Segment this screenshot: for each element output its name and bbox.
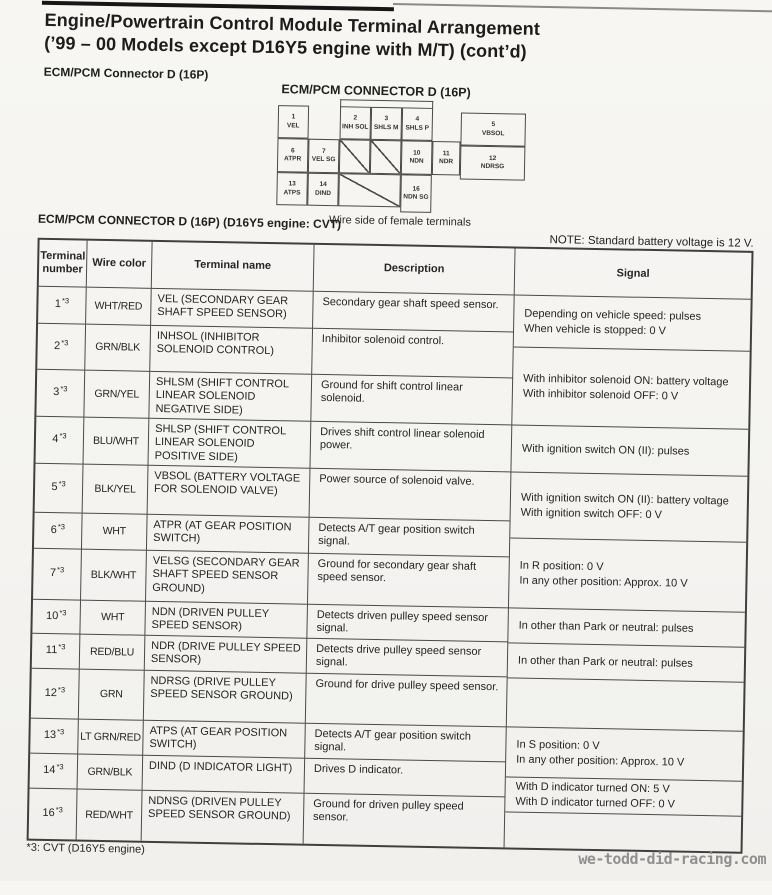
pin-16: 16 NDN SG bbox=[400, 174, 432, 213]
pin-1: 1 VEL bbox=[278, 105, 310, 139]
wire-color-cell: WHT bbox=[82, 514, 148, 551]
pin-13: 13 ATPS bbox=[276, 172, 308, 206]
terminal-name-cell: ATPR (AT GEAR POSITION SWITCH) bbox=[147, 515, 310, 554]
wire-color-cell: BLU/WHT bbox=[84, 418, 150, 466]
wire-color-cell: LT GRN/RED bbox=[78, 720, 144, 756]
pin-14: 14 DIND bbox=[307, 173, 339, 207]
page-title-line1: Engine/Powertrain Control Module Terminal Arrangement bbox=[44, 9, 541, 39]
terminal-name-cell: VEL (SECONDARY GEAR SHAFT SPEED SENSOR) bbox=[151, 289, 314, 329]
description-cell: Drives shift control linear solenoid power. bbox=[310, 422, 512, 473]
page-title bbox=[44, 9, 725, 68]
terminal-number-cell: 10 *3 bbox=[32, 600, 81, 635]
terminal-name-cell: NDN (DRIVEN PULLEY SPEED SENSOR) bbox=[145, 602, 308, 639]
terminal-number-cell: 6 *3 bbox=[34, 513, 83, 550]
signal-cell: In R position: 0 V In any other position: Approx. 10 V bbox=[509, 538, 746, 612]
signal-cell: In S position: 0 V In any other position: Approx. 10 V bbox=[506, 727, 743, 781]
terminal-number-cell: 16 *3 bbox=[29, 789, 78, 840]
description-cell: Ground for drive pulley speed sensor. bbox=[306, 674, 508, 728]
pin-11: 11 NDR bbox=[432, 141, 461, 176]
connector-heading: ECM/PCM CONNECTOR D (16P) bbox=[281, 82, 471, 100]
connector-blank-cell bbox=[370, 140, 402, 175]
terminals-table-left-columns bbox=[29, 240, 516, 848]
pin-10: 10 NDN bbox=[401, 140, 433, 175]
footnote-mark: *3 bbox=[61, 338, 69, 348]
wire-color-cell: GRN/BLK bbox=[85, 325, 151, 372]
connector-blank-cell bbox=[338, 173, 401, 207]
page-subtitle: ECM/PCM Connector D (16P) bbox=[43, 64, 209, 82]
terminal-number-cell: 1 *3 bbox=[38, 287, 87, 325]
col-header-terminal-number: Terminal number bbox=[39, 240, 88, 288]
signal-cells bbox=[505, 295, 751, 851]
signal-cell: Depending on vehicle speed: pulses When vehicle is stopped: 0 V bbox=[514, 295, 751, 351]
connector-caption: Wire side of female terminals bbox=[328, 214, 472, 229]
wire-color-cell: WHT/RED bbox=[86, 288, 152, 326]
table-section-heading: ECM/PCM CONNECTOR D (16P) (D16Y5 engine: CVT) bbox=[37, 211, 342, 232]
wire-color-cell: GRN/YEL bbox=[84, 371, 150, 419]
col-header-terminal-name: Terminal name bbox=[152, 242, 315, 292]
table-footnote: *3: CVT (D16Y5 engine) bbox=[26, 841, 145, 856]
footnote-mark: *3 bbox=[60, 384, 68, 394]
wire-color-cell: RED/WHT bbox=[77, 790, 143, 841]
terminal-name-cell: ATPS (AT GEAR POSITION SWITCH) bbox=[143, 721, 306, 759]
wire-color-cell: RED/BLU bbox=[80, 635, 146, 671]
footnote-mark: *3 bbox=[59, 431, 67, 441]
pin-3: 3 SHLS M bbox=[371, 107, 403, 141]
wire-color-cell: GRN bbox=[79, 670, 145, 721]
watermark: we-todd-did-racing.com bbox=[578, 850, 766, 868]
terminal-number-cell: 5 *3 bbox=[35, 464, 84, 514]
signal-cell bbox=[505, 812, 742, 851]
signal-cell bbox=[507, 678, 744, 731]
description-cell: Power source of solenoid valve. bbox=[310, 469, 512, 522]
connector-diagram bbox=[276, 96, 526, 233]
description-cell: Secondary gear shaft speed sensor. bbox=[313, 292, 515, 333]
description-cell: Drives D indicator. bbox=[305, 759, 507, 798]
signal-cell: With inhibitor solenoid ON: battery voltage With inhibitor solenoid OFF: 0 V bbox=[512, 347, 749, 429]
wire-color-cell: BLK/YEL bbox=[83, 465, 149, 515]
footnote-mark: *3 bbox=[56, 565, 65, 575]
pin-2: 2 INH SOL bbox=[340, 106, 372, 140]
page-title-line2: (’99 – 00 Models except D16Y5 engine with M/T) (cont’d) bbox=[44, 33, 527, 63]
terminal-name-cell: INHSOL (INHIBITOR SOLENOID CONTROL) bbox=[150, 326, 313, 375]
description-cell: Ground for secondary gear shaft speed sensor. bbox=[308, 554, 510, 609]
battery-voltage-note: NOTE: Standard battery voltage is 12 V. bbox=[549, 234, 754, 250]
signal-cell: With ignition switch ON (II): pulses bbox=[511, 425, 748, 476]
footnote-mark: *3 bbox=[59, 608, 67, 618]
pin-4: 4 SHLS P bbox=[401, 107, 433, 141]
footnote-mark: *3 bbox=[57, 685, 66, 695]
terminal-number-cell: 2 *3 bbox=[37, 324, 86, 371]
pin-7: 7 VEL SG bbox=[308, 139, 340, 174]
terminal-name-cell: DIND (D INDICATOR LIGHT) bbox=[143, 756, 306, 794]
description-cell: Detects drive pulley speed sensor signal. bbox=[307, 639, 509, 678]
terminal-number-cell: 14 *3 bbox=[30, 754, 79, 790]
wire-color-cell: BLK/WHT bbox=[81, 550, 147, 602]
description-cell: Detects A/T gear position switch signal. bbox=[309, 518, 511, 558]
terminal-number-cell: 13 *3 bbox=[30, 719, 79, 755]
footnote-mark: *3 bbox=[58, 642, 66, 652]
signal-cell: In other than Park or neutral: pulses bbox=[508, 643, 745, 682]
col-header-description: Description bbox=[314, 245, 516, 296]
col-header-wire-color: Wire color bbox=[87, 241, 153, 289]
col-header-signal: Signal bbox=[515, 248, 752, 299]
description-cell: Ground for shift control linear solenoid. bbox=[311, 375, 513, 426]
terminal-name-cell: SHLSP (SHIFT CONTROL LINEAR SOLENOID POSITIVE SIDE) bbox=[148, 419, 311, 469]
description-cell: Detects driven pulley speed sensor signal. bbox=[307, 605, 509, 643]
signal-cell: In other than Park or neutral: pulses bbox=[508, 608, 745, 647]
wire-color-cell: GRN/BLK bbox=[78, 755, 144, 791]
description-cell: Inhibitor solenoid control. bbox=[312, 329, 514, 379]
terminal-name-cell: SHLSM (SHIFT CONTROL LINEAR SOLENOID NEGATIVE SIDE) bbox=[149, 372, 312, 422]
footnote-mark: *3 bbox=[61, 296, 70, 306]
signal-cell: With ignition switch ON (II): battery voltage With ignition switch OFF: 0 V bbox=[510, 472, 747, 542]
signal-cell: With D indicator turned ON: 5 V With D indicator turned OFF: 0 V bbox=[505, 777, 742, 816]
terminal-number-cell: 3 *3 bbox=[36, 370, 85, 418]
pin-5: 5 VBSOL bbox=[460, 112, 526, 146]
terminal-name-cell: VBSOL (BATTERY VOLTAGE FOR SOLENOID VALVE) bbox=[148, 466, 311, 518]
signal-column bbox=[505, 248, 752, 851]
terminal-name-cell: NDRSG (DRIVE PULLEY SPEED SENSOR GROUND) bbox=[144, 671, 307, 724]
terminal-name-cell: VELSG (SECONDARY GEAR SHAFT SPEED SENSOR GROUND) bbox=[146, 551, 309, 605]
footnote-mark: *3 bbox=[58, 479, 66, 489]
pin-6: 6 ATPR bbox=[277, 138, 309, 173]
terminal-name-cell: NDR (DRIVE PULLEY SPEED SENSOR) bbox=[145, 636, 308, 674]
terminal-number-cell: 12 *3 bbox=[31, 669, 80, 720]
description-cell: Detects A/T gear position switch signal. bbox=[305, 724, 507, 763]
footnote-mark: *3 bbox=[55, 805, 63, 815]
connector-blank-cell bbox=[339, 139, 371, 174]
footnote-mark: *3 bbox=[57, 522, 66, 532]
footnote-mark: *3 bbox=[56, 762, 64, 772]
wire-color-cell: WHT bbox=[80, 601, 146, 636]
pin-12: 12 NDRSG bbox=[460, 145, 526, 180]
terminal-name-cell: NDNSG (DRIVEN PULLEY SPEED SENSOR GROUND) bbox=[142, 791, 305, 844]
footnote-mark: *3 bbox=[57, 727, 65, 737]
terminals-table bbox=[27, 238, 754, 854]
terminal-number-cell: 4 *3 bbox=[36, 417, 85, 465]
terminal-number-cell: 7 *3 bbox=[33, 549, 82, 601]
terminal-number-cell: 11 *3 bbox=[32, 634, 81, 670]
description-cell: Ground for driven pulley speed sensor. bbox=[304, 794, 506, 848]
